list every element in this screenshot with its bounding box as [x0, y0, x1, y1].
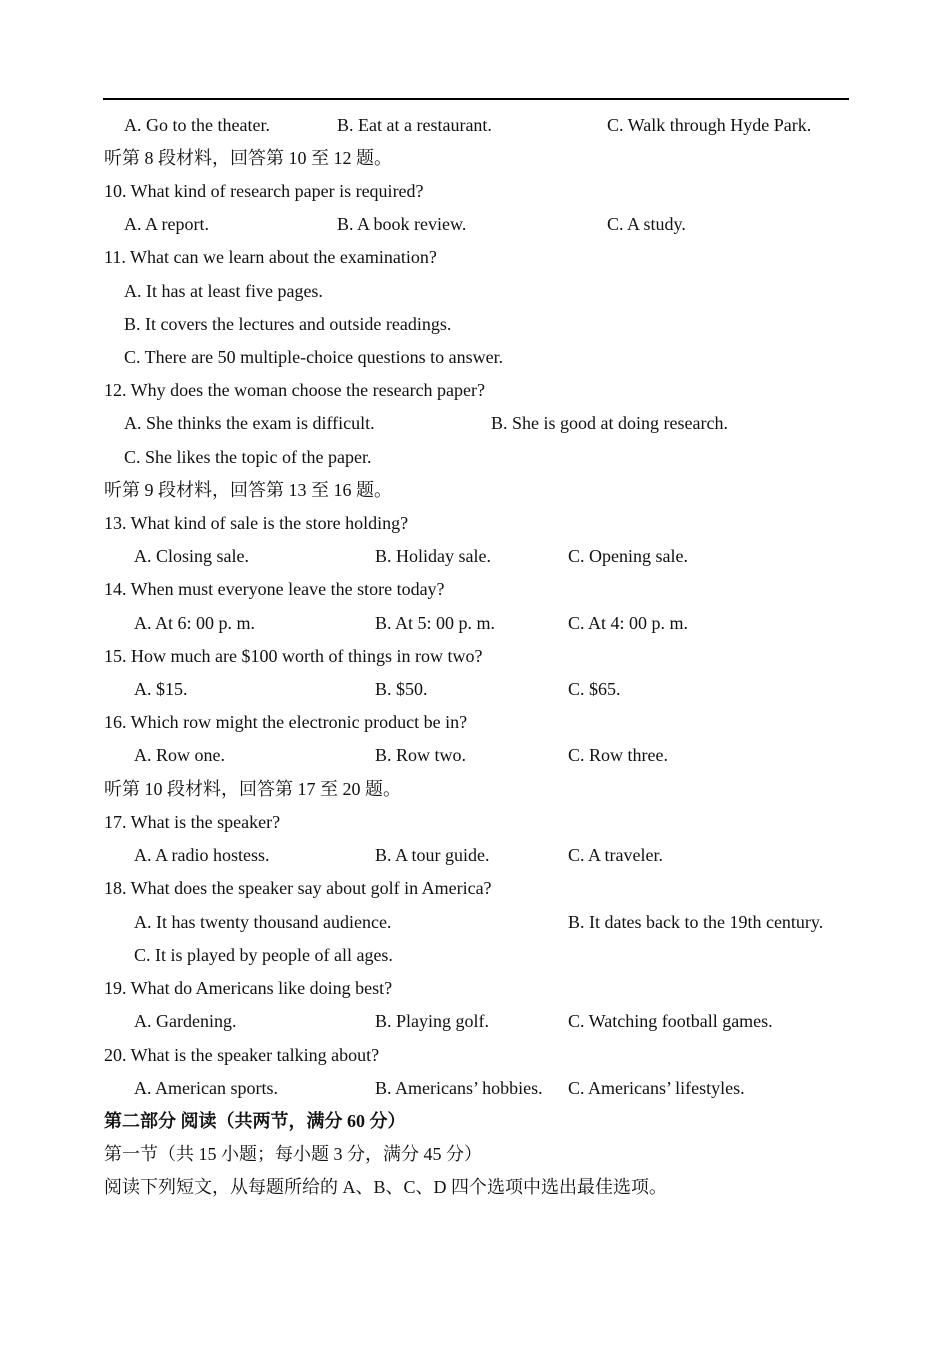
- q17-option-b: B. A tour guide.: [375, 845, 490, 865]
- q15-option-c: C. $65.: [568, 679, 621, 699]
- header-rule: [103, 98, 849, 100]
- section10-heading: 听第 10 段材料，回答第 17 至 20 题。: [104, 779, 401, 799]
- q18-text: 18. What does the speaker say about golf in America?: [104, 878, 492, 898]
- section9-heading: 听第 9 段材料，回答第 13 至 16 题。: [104, 480, 392, 500]
- q13-option-a: A. Closing sale.: [134, 546, 249, 566]
- part2-heading: 第二部分 阅读（共两节，满分 60 分）: [104, 1111, 406, 1131]
- q9-option-c: C. Walk through Hyde Park.: [607, 115, 812, 135]
- q17-option-c: C. A traveler.: [568, 845, 663, 865]
- q13-text: 13. What kind of sale is the store holding?: [104, 513, 409, 533]
- q15-option-a: A. $15.: [134, 679, 188, 699]
- q12-text: 12. Why does the woman choose the research paper?: [104, 380, 486, 400]
- q18-option-a: A. It has twenty thousand audience.: [134, 912, 392, 932]
- q16-text: 16. Which row might the electronic product be in?: [104, 712, 468, 732]
- q11-text: 11. What can we learn about the examination?: [104, 247, 437, 267]
- q15-option-b: B. $50.: [375, 679, 428, 699]
- q10-option-a: A. A report.: [124, 214, 209, 234]
- q9-option-b: B. Eat at a restaurant.: [337, 115, 492, 135]
- q16-option-c: C. Row three.: [568, 745, 668, 765]
- section8-heading: 听第 8 段材料，回答第 10 至 12 题。: [104, 148, 392, 168]
- q14-text: 14. When must everyone leave the store today?: [104, 579, 445, 599]
- q14-option-c: C. At 4: 00 p. m.: [568, 613, 689, 633]
- q20-option-b: B. Americans’ hobbies.: [375, 1078, 543, 1098]
- q9-option-a: A. Go to the theater.: [124, 115, 270, 135]
- q11-option-b: B. It covers the lectures and outside readings.: [124, 314, 452, 334]
- q19-option-b: B. Playing golf.: [375, 1011, 490, 1031]
- q12-option-a: A. She thinks the exam is difficult.: [124, 413, 375, 433]
- section1-heading: 第一节（共 15 小题；每小题 3 分，满分 45 分）: [104, 1144, 482, 1164]
- q13-option-c: C. Opening sale.: [568, 546, 688, 566]
- q10-option-b: B. A book review.: [337, 214, 467, 234]
- q10-text: 10. What kind of research paper is required?: [104, 181, 424, 201]
- q13-option-b: B. Holiday sale.: [375, 546, 491, 566]
- q11-option-c: C. There are 50 multiple-choice questions to answer.: [124, 347, 504, 367]
- q19-text: 19. What do Americans like doing best?: [104, 978, 393, 998]
- q15-text: 15. How much are $100 worth of things in row two?: [104, 646, 483, 666]
- reading-instruction: 阅读下列短文，从每题所给的 A、B、C、D 四个选项中选出最佳选项。: [104, 1177, 668, 1197]
- q19-option-c: C. Watching football games.: [568, 1011, 773, 1031]
- q14-option-a: A. At 6: 00 p. m.: [134, 613, 256, 633]
- q11-option-a: A. It has at least five pages.: [124, 281, 323, 301]
- q19-option-a: A. Gardening.: [134, 1011, 237, 1031]
- q20-text: 20. What is the speaker talking about?: [104, 1045, 380, 1065]
- q18-option-c: C. It is played by people of all ages.: [134, 945, 393, 965]
- q16-option-a: A. Row one.: [134, 745, 225, 765]
- q16-option-b: B. Row two.: [375, 745, 467, 765]
- q20-option-a: A. American sports.: [134, 1078, 278, 1098]
- q10-option-c: C. A study.: [607, 214, 686, 234]
- q17-option-a: A. A radio hostess.: [134, 845, 270, 865]
- q20-option-c: C. Americans’ lifestyles.: [568, 1078, 745, 1098]
- q14-option-b: B. At 5: 00 p. m.: [375, 613, 496, 633]
- q12-option-b: B. She is good at doing research.: [491, 413, 728, 433]
- q18-option-b: B. It dates back to the 19th century.: [568, 912, 824, 932]
- q12-option-c: C. She likes the topic of the paper.: [124, 447, 372, 467]
- q17-text: 17. What is the speaker?: [104, 812, 281, 832]
